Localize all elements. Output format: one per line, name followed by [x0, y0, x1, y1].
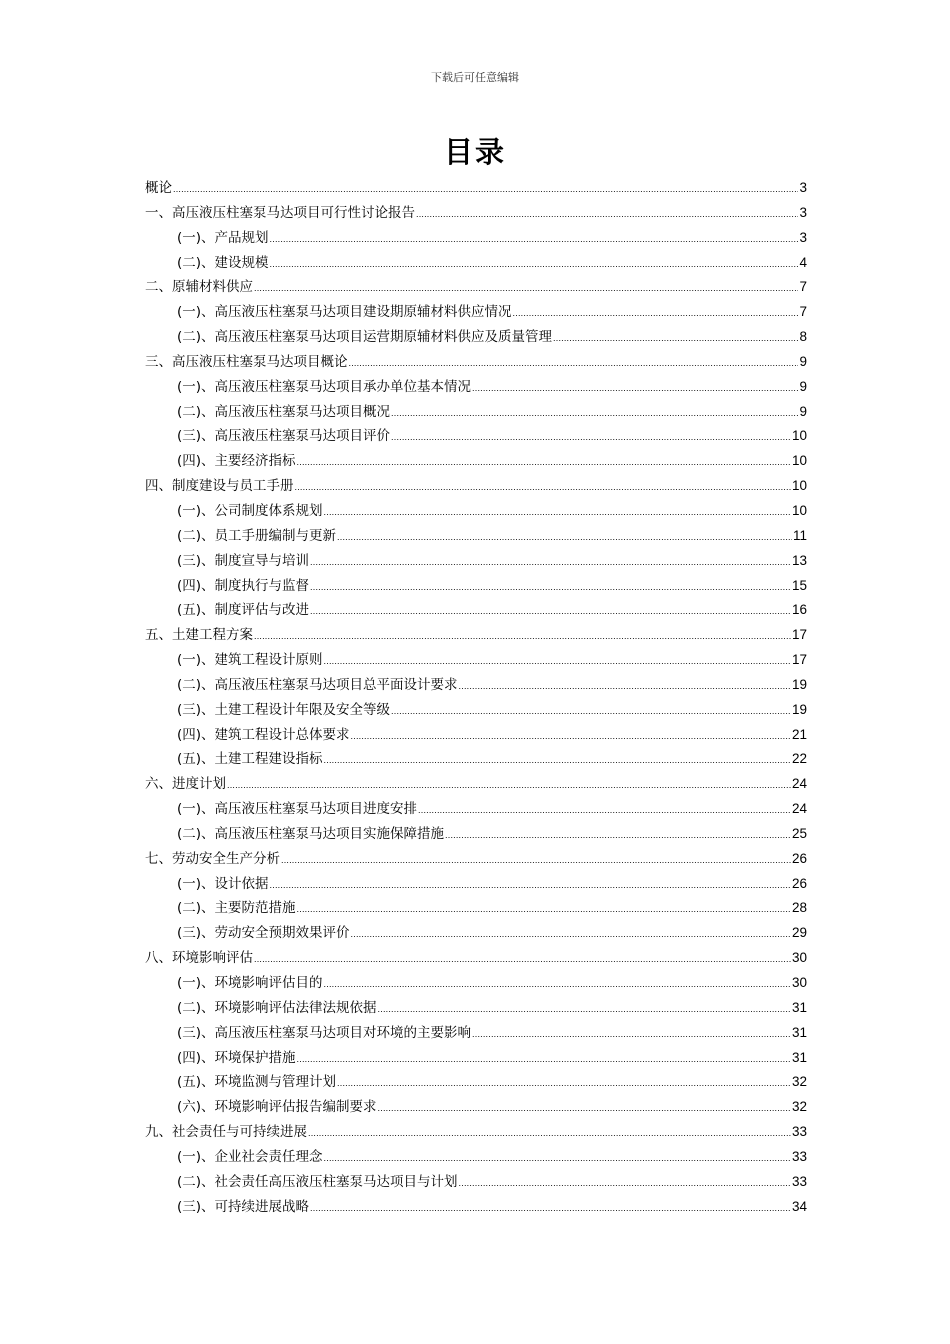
dot-leader — [351, 724, 791, 749]
toc-page-number: 17 — [791, 652, 807, 668]
dot-leader — [337, 525, 792, 550]
toc-page-number: 17 — [791, 627, 807, 643]
toc-entry[interactable] — [145, 623, 807, 648]
toc-entry[interactable] — [145, 524, 807, 549]
dot-leader — [416, 202, 798, 227]
dot-leader — [270, 252, 799, 277]
dot-leader — [310, 550, 791, 575]
toc-page-number: 31 — [791, 1049, 807, 1065]
toc-page-number: 30 — [791, 975, 807, 990]
toc-entry[interactable] — [145, 673, 807, 698]
toc-entry-title: (三)、高压液压柱塞泵马达项目评价 — [177, 428, 391, 445]
dot-leader — [270, 873, 791, 898]
toc-entry-title: (二)、高压液压柱塞泵马达项目概况 — [177, 403, 391, 420]
toc-page-number: 16 — [791, 602, 807, 618]
dot-leader — [472, 1022, 791, 1047]
dot-leader — [310, 575, 791, 600]
dot-leader — [418, 798, 791, 823]
toc-page-number: 33 — [791, 1173, 807, 1189]
toc-entry-title: 九、社会责任与可持续进展 — [145, 1124, 307, 1141]
toc-page-number: 3 — [799, 229, 807, 245]
toc-entry-title: (一)、高压液压柱塞泵马达项目进度安排 — [177, 801, 418, 818]
toc-entry-title: (五)、环境监测与管理计划 — [177, 1074, 337, 1091]
toc-page-number: 33 — [791, 1124, 807, 1140]
toc-entry-title: (一)、高压液压柱塞泵马达项目承办单位基本情况 — [177, 378, 472, 395]
toc-page-number: 24 — [791, 801, 807, 817]
toc-entry[interactable] — [145, 251, 807, 276]
toc-page-number: 4 — [799, 254, 807, 270]
toc-page-number: 29 — [791, 925, 807, 941]
toc-page-number: 15 — [791, 577, 807, 593]
toc-page-number: 26 — [791, 875, 807, 891]
dot-leader — [351, 922, 791, 947]
toc-page-number: 9 — [799, 353, 807, 369]
toc-page-number: 26 — [791, 850, 807, 866]
toc-page-number: 10 — [791, 478, 807, 494]
toc-entry-title: (一)、高压液压柱塞泵马达项目建设期原辅材料供应情况 — [177, 304, 512, 321]
toc-entry-title: (二)、建设规模 — [177, 254, 269, 271]
toc-entry-title: (二)、高压液压柱塞泵马达项目运营期原辅材料供应及质量管理 — [177, 329, 553, 346]
dot-leader — [297, 897, 791, 922]
toc-page-number: 10 — [791, 453, 807, 469]
dot-leader — [324, 649, 791, 674]
dot-leader — [270, 227, 799, 252]
toc-entry-title: (二)、环境影响评估法律法规依据 — [177, 999, 377, 1016]
toc-page-number: 8 — [799, 329, 807, 345]
dot-leader — [513, 301, 799, 326]
toc-page-number: 9 — [799, 378, 807, 394]
toc-entry[interactable] — [145, 723, 807, 748]
toc-entry-title: (二)、员工手册编制与更新 — [177, 527, 337, 544]
toc-entry-title: (二)、高压液压柱塞泵马达项目实施保障措施 — [177, 825, 445, 842]
toc-entry-title: (一)、公司制度体系规划 — [177, 502, 323, 519]
toc-entry[interactable] — [145, 275, 807, 300]
dot-leader — [391, 699, 791, 724]
toc-entry[interactable] — [145, 1021, 807, 1046]
toc-entry[interactable] — [145, 1070, 807, 1095]
toc-entry-title: (三)、高压液压柱塞泵马达项目对环境的主要影响 — [177, 1024, 472, 1041]
dot-leader — [254, 947, 791, 972]
toc-entry-title: (五)、土建工程建设指标 — [177, 751, 323, 768]
toc-entry[interactable] — [145, 176, 807, 201]
toc-entry[interactable] — [145, 300, 807, 325]
dot-leader — [297, 1047, 791, 1072]
toc-entry[interactable] — [145, 474, 807, 499]
dot-leader — [308, 1121, 791, 1146]
dot-leader — [297, 450, 791, 475]
toc-page-number: 10 — [791, 428, 807, 444]
toc-entry-title: (一)、企业社会责任理念 — [177, 1148, 323, 1165]
dot-leader — [378, 1096, 791, 1121]
toc-entry-title: (二)、高压液压柱塞泵马达项目总平面设计要求 — [177, 676, 458, 693]
toc-page-number: 22 — [791, 751, 807, 767]
dot-leader — [227, 773, 791, 798]
dot-leader — [391, 401, 798, 426]
toc-entry[interactable] — [145, 648, 807, 673]
toc-entry[interactable] — [145, 350, 807, 375]
toc-page-number: 32 — [791, 1099, 807, 1115]
toc-entry[interactable] — [145, 574, 807, 599]
toc-entry-title: (四)、环境保护措施 — [177, 1049, 296, 1066]
toc-entry-title: (一)、建筑工程设计原则 — [177, 652, 323, 669]
toc-page-number: 21 — [791, 726, 807, 742]
toc-page-number: 19 — [791, 676, 807, 692]
toc-entry-title: 八、环境影响评估 — [145, 950, 253, 967]
dot-leader — [391, 425, 791, 450]
toc-page-number: 34 — [791, 1198, 807, 1214]
toc-page-number: 10 — [791, 502, 807, 518]
toc-entry[interactable] — [145, 201, 807, 226]
toc-entry[interactable] — [145, 872, 807, 897]
dot-leader — [324, 972, 791, 997]
toc-entry-title: 概论 — [145, 180, 172, 196]
download-note: 下载后可任意编辑 — [431, 71, 519, 84]
toc-entry[interactable] — [145, 598, 807, 623]
toc-entry-title: 四、制度建设与员工手册 — [145, 478, 294, 495]
toc-entry-title: (一)、环境影响评估目的 — [177, 975, 323, 991]
toc-title: 目录 — [443, 135, 506, 169]
toc-page-number: 13 — [791, 552, 807, 568]
toc-page-number: 7 — [799, 304, 807, 320]
toc-entry[interactable] — [145, 1120, 807, 1145]
dot-leader — [254, 624, 791, 649]
toc-entry[interactable] — [145, 797, 807, 822]
toc-entry-title: 三、高压液压柱塞泵马达项目概论 — [145, 353, 348, 370]
toc-entry-title: (一)、产品规划 — [177, 229, 269, 246]
toc-entry-title: (一)、设计依据 — [177, 875, 269, 892]
toc-page-number: 3 — [799, 204, 807, 220]
toc-entry[interactable] — [145, 847, 807, 872]
toc-entry[interactable] — [145, 375, 807, 400]
toc-entry[interactable] — [145, 921, 807, 946]
dot-leader — [459, 674, 791, 699]
toc-entry[interactable] — [145, 822, 807, 847]
toc-page-number: 3 — [799, 180, 807, 195]
toc-entry-title: (三)、劳动安全预期效果评价 — [177, 925, 350, 942]
toc-page-number: 25 — [791, 825, 807, 841]
toc-entry[interactable] — [145, 747, 807, 772]
dot-leader — [173, 177, 798, 202]
toc-entry[interactable] — [145, 971, 807, 996]
toc-entry-title: (六)、环境影响评估报告编制要求 — [177, 1099, 377, 1116]
dot-leader — [445, 823, 791, 848]
toc-entry[interactable] — [145, 1046, 807, 1071]
toc-page-number: 19 — [791, 701, 807, 717]
toc-page-number: 32 — [791, 1074, 807, 1090]
toc-entry-title: (二)、社会责任高压液压柱塞泵马达项目与计划 — [177, 1173, 458, 1190]
dot-leader — [254, 276, 798, 301]
dot-leader — [324, 500, 791, 525]
toc-entry[interactable] — [145, 946, 807, 971]
toc-entry[interactable] — [145, 996, 807, 1021]
toc-page-number: 31 — [791, 1024, 807, 1040]
dot-leader — [281, 848, 791, 873]
dot-leader — [378, 997, 791, 1022]
toc-entry-title: 一、高压液压柱塞泵马达项目可行性讨论报告 — [145, 204, 415, 221]
dot-leader — [324, 748, 791, 773]
toc-entry-title: (四)、建筑工程设计总体要求 — [177, 726, 350, 743]
toc-entry[interactable] — [145, 226, 807, 251]
toc-entry[interactable] — [145, 772, 807, 797]
toc-page-number: 30 — [791, 950, 807, 966]
toc-entry-title: (五)、制度评估与改进 — [177, 602, 310, 619]
toc-entry[interactable] — [145, 549, 807, 574]
toc-entry[interactable] — [145, 1195, 807, 1220]
toc-entry[interactable] — [145, 449, 807, 474]
dot-leader — [324, 1146, 791, 1171]
dot-leader — [553, 326, 798, 351]
toc-page-number: 33 — [791, 1148, 807, 1164]
toc-entry-title: (四)、主要经济指标 — [177, 453, 296, 470]
toc-entry[interactable] — [145, 325, 807, 350]
toc-entry[interactable] — [145, 698, 807, 723]
toc-entry-title: 七、劳动安全生产分析 — [145, 850, 280, 867]
toc-entry-title: 二、原辅材料供应 — [145, 279, 253, 296]
toc-entry-title: 五、土建工程方案 — [145, 627, 253, 644]
toc-entry[interactable] — [145, 1145, 807, 1170]
dot-leader — [459, 1171, 791, 1196]
toc-entry-title: (三)、土建工程设计年限及安全等级 — [177, 701, 391, 718]
dot-leader — [349, 351, 799, 376]
toc-entry[interactable] — [145, 499, 807, 524]
table-of-contents — [145, 176, 807, 1219]
toc-page-number: 31 — [791, 999, 807, 1015]
toc-entry[interactable] — [145, 896, 807, 921]
dot-leader — [337, 1071, 791, 1096]
toc-entry-title: (三)、可持续进展战略 — [177, 1198, 310, 1215]
toc-page-number: 24 — [791, 776, 807, 792]
toc-page-number: 9 — [799, 403, 807, 419]
toc-entry[interactable] — [145, 400, 807, 425]
toc-entry-title: 六、进度计划 — [145, 776, 226, 793]
toc-entry[interactable] — [145, 1170, 807, 1195]
dot-leader — [310, 1196, 791, 1221]
dot-leader — [472, 376, 798, 401]
dot-leader — [295, 475, 791, 500]
toc-entry[interactable] — [145, 1095, 807, 1120]
toc-entry-title: (四)、制度执行与监督 — [177, 577, 310, 594]
toc-entry-title: (二)、主要防范措施 — [177, 900, 296, 917]
toc-page-number: 7 — [799, 279, 807, 295]
toc-page-number: 11 — [792, 527, 807, 543]
dot-leader — [310, 599, 791, 624]
toc-page-number: 28 — [791, 900, 807, 916]
toc-entry-title: (三)、制度宣导与培训 — [177, 552, 310, 569]
toc-entry[interactable] — [145, 424, 807, 449]
